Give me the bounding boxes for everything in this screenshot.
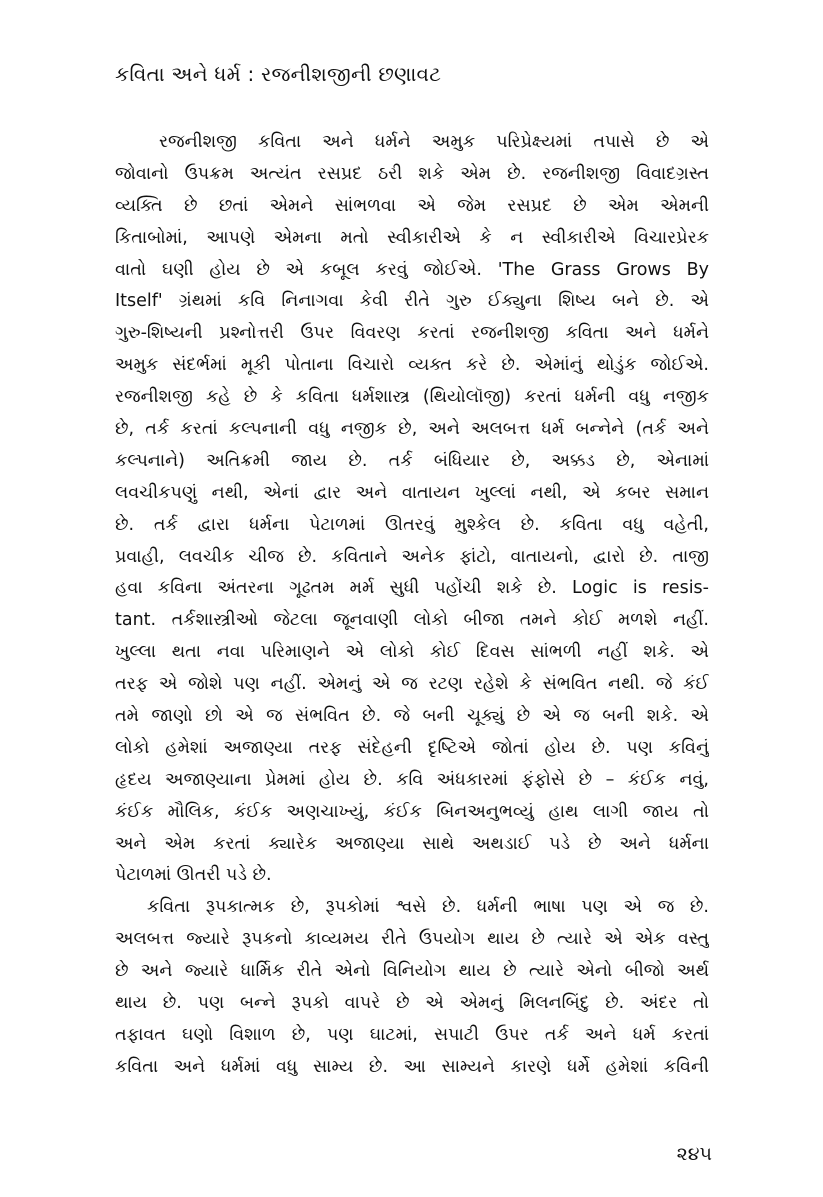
text-line: લવચીકપણું નથી, એનાં દ્વાર અને વાતાયન ખુલ્લાં નથી, એ કબર સમાન: [115, 482, 709, 503]
text-line: હવા કવિના અંતરના ગૂઢતમ મર્મ સુધી પહોંચી શકે છે. Logic is resis-: [115, 578, 709, 599]
text-line: કંઈક મૌલિક, કંઈક અણચાખ્યું, કંઈક બિનઅનુભવ્યું હાથ લાગી જાય તો: [115, 801, 709, 822]
text-line: અમુક સંદર્ભમાં મૂકી પોતાના વિચારો વ્યક્ત કરે છે. એમાંનું થોડુંક જોઈએ.: [115, 355, 709, 376]
text-line: જોવાનો ઉપક્રમ અત્યંત રસપ્રદ ઠરી શકે એમ છે. રજનીશજી વિવાદગ્રસ્ત: [115, 163, 709, 184]
text-line: પ્રવાહી, લવચીક ચીજ છે. કવિતાને અનેક ફાંટો, વાતાયનો, દ્વારો છે. તાજી: [115, 546, 709, 567]
text-line: પેટાળમાં ઊતરી પડે છે.: [115, 865, 272, 886]
text-line: લોકો હમેશાં અજાણ્યા તરફ સંદેહની દૃષ્ટિએ જોતાં હોય છે. પણ કવિનું: [115, 737, 709, 758]
text-line: વ્યક્તિ છે છતાં એમને સાંભળવા એ જેમ રસપ્રદ છે એમ એમની: [115, 195, 709, 216]
text-line: છે. તર્ક દ્વારા ધર્મના પેટાળમાં ઊતરવું મુશ્કેલ છે. કવિતા વધુ વહેતી,: [115, 514, 709, 535]
text-line: કવિતા રૂપકાત્મક છે, રૂપકોમાં શ્વસે છે. ધર્મની ભાષા પણ એ જ છે.: [147, 897, 709, 918]
text-line: ખુલ્લા થતા નવા પરિમાણને એ લોકો કોઈ દિવસ સાંભળી નહીં શકે. એ: [115, 642, 709, 663]
page-number: ૨૪૫: [676, 1143, 712, 1165]
text-line: તમે જાણો છો એ જ સંભવિત છે. જે બની ચૂક્યું છે એ જ બની શકે. એ: [115, 706, 709, 727]
text-line: થાય છે. પણ બન્ને રૂપકો વાપરે છે એ એમનું મિલનબિંદુ છે. અંદર તો: [115, 993, 709, 1014]
text-line: તફાવત ઘણો વિશાળ છે, પણ ઘાટમાં, સપાટી ઉપર તર્ક અને ધર્મ કરતાં: [115, 1024, 709, 1045]
text-line: tant. તર્કશાસ્ત્રીઓ જેટલા જૂનવાણી લોકો બીજા તમને કોઈ મળશે નહીં.: [115, 610, 709, 631]
text-line: અલબત્ત જ્યારે રૂપકનો કાવ્યમય રીતે ઉપયોગ થાય છે ત્યારે એ એક વસ્તુ: [115, 929, 709, 950]
text-line: Itself' ગ્રંથમાં કવિ નિનાગવા કેવી રીતે ગુરુ ઈક્યુના શિષ્ય બને છે. એ: [115, 291, 709, 312]
text-line: તરફ એ જોશે પણ નહીં. એમનું એ જ રટણ રહેશે કે સંભવિત નથી. જે કંઈ: [115, 674, 709, 695]
text-line: કિતાબોમાં, આપણે એમના મતો સ્વીકારીએ કે ન સ્વીકારીએ વિચારપ્રેરક: [115, 227, 709, 248]
text-line: રજનીશજી કવિતા અને ધર્મને અમુક પરિપ્રેક્ષ્યમાં તપાસે છે એ: [159, 132, 709, 152]
text-line: કલ્પનાને) અતિક્રમી જાય છે. તર્ક બંધિયાર છે, અક્કડ છે, એનામાં: [115, 450, 709, 471]
text-line: વાતો ઘણી હોય છે એ કબૂલ કરવું જોઈએ. 'The Grass Grows By: [115, 259, 709, 280]
text-line: અને એમ કરતાં ક્યારેક અજાણ્યા સાથે અથડાઈ પડે છે અને ધર્મના: [115, 833, 709, 854]
text-line: છે, તર્ક કરતાં કલ્પનાની વધુ નજીક છે, અને અલબત્ત ધર્મ બન્નેને (તર્ક અને: [115, 419, 709, 440]
text-line: ગુરુ-શિષ્યની પ્રશ્નોત્તરી ઉપર વિવરણ કરતાં રજનીશજી કવિતા અને ધર્મને: [115, 323, 709, 344]
text-line: હૃદય અજાણ્યાના પ્રેમમાં હોય છે. કવિ અંધકારમાં ફંફોસે છે – કંઈક નવું,: [115, 769, 709, 790]
text-line: છે અને જ્યારે ધાર્મિક રીતે એનો વિનિયોગ થાય છે ત્યારે એનો બીજો અર્થ: [115, 961, 709, 982]
running-header: કવિતા અને ધર્મ : રજનીશજીની છણાવટ: [115, 62, 442, 86]
text-line: કવિતા અને ધર્મમાં વધુ સામ્ય છે. આ સામ્યને કારણે ધર્મે હમેશાં કવિની: [115, 1056, 709, 1077]
text-line: રજનીશજી કહે છે કે કવિતા ધર્મશાસ્ત્ર (થિયોલૉજી) કરતાં ધર્મની વધુ નજીક: [115, 387, 709, 408]
body-text: [115, 127, 709, 1084]
